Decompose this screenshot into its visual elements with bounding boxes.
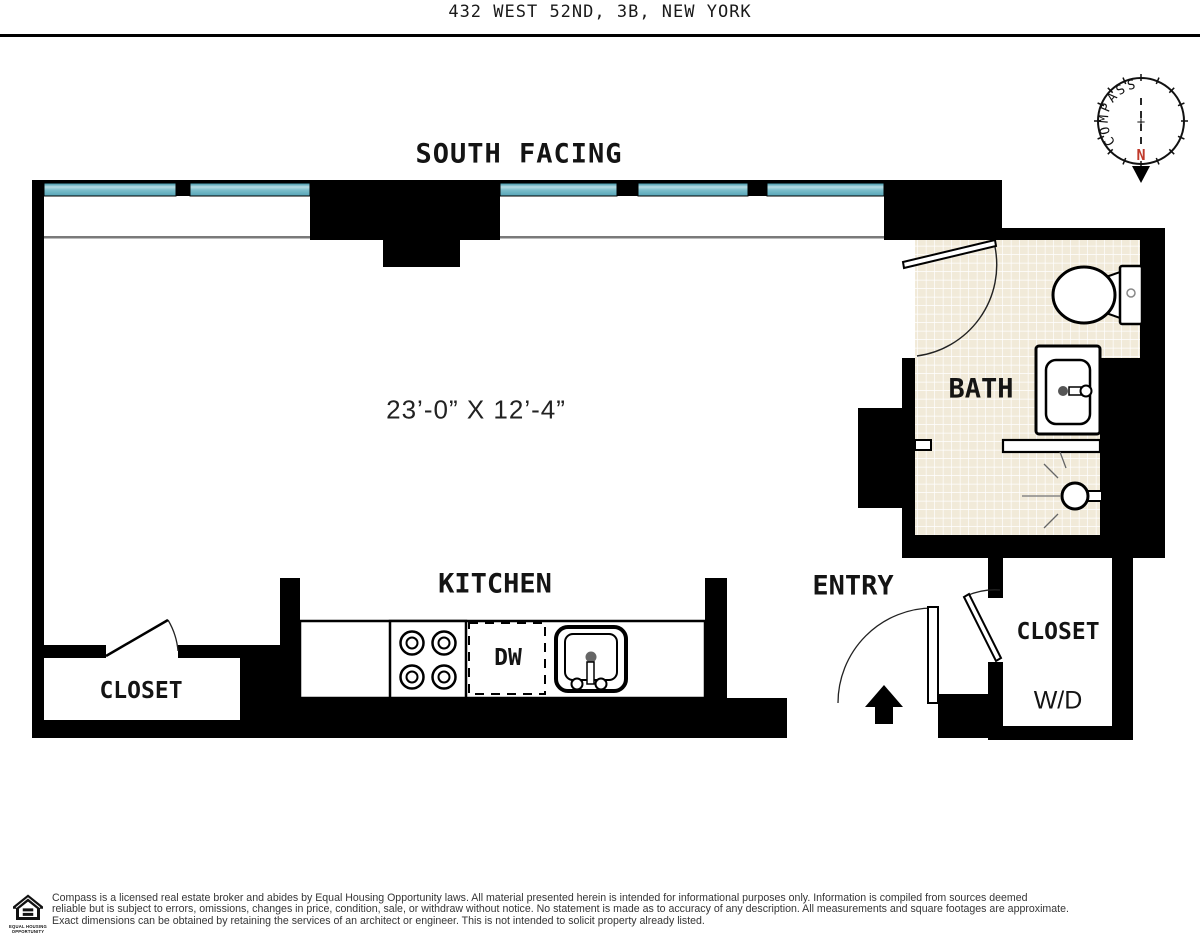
closet-door-left bbox=[106, 620, 178, 656]
kitchen-sink bbox=[556, 627, 626, 691]
closet-right-label: CLOSET bbox=[1016, 619, 1100, 645]
stove bbox=[390, 621, 466, 698]
toilet bbox=[1053, 266, 1142, 324]
disclaimer-line: Exact dimensions can be obtained by retaining the services of an architect or engineer. This is not intended to solicit property already listed. bbox=[52, 914, 705, 927]
window bbox=[44, 183, 176, 196]
washer-dryer-label: W/D bbox=[1033, 686, 1083, 715]
dishwasher-label: DW bbox=[494, 645, 522, 671]
shower-head bbox=[1062, 483, 1088, 509]
window bbox=[638, 183, 748, 196]
logo-caption-line: OPPORTUNITY bbox=[11, 929, 45, 934]
disclaimer-line: reliable but is subject to errors, omissions, changes in price, condition, sale, or withdraw without notice. No statement is made as to accuracy of any description. All measurements and square footages are approximate. bbox=[52, 903, 1069, 916]
page-title: 432 WEST 52ND, 3B, NEW YORK bbox=[448, 2, 752, 22]
orientation-label: SOUTH FACING bbox=[415, 138, 623, 170]
room-dimensions-label: 23’-0” X 12’-4” bbox=[386, 394, 566, 425]
window bbox=[500, 183, 617, 196]
logo-caption-line: EQUAL HOUSING bbox=[9, 924, 47, 929]
structural-column bbox=[310, 180, 500, 240]
compass-arrow-icon bbox=[1132, 166, 1150, 183]
equal-housing-logo-icon bbox=[8, 893, 48, 923]
kitchen-label: KITCHEN bbox=[438, 568, 552, 600]
bath-label: BATH bbox=[948, 373, 1014, 405]
compass-plus: + bbox=[1136, 114, 1146, 131]
bath-sink bbox=[1036, 346, 1100, 434]
closet-door-right bbox=[964, 590, 1001, 661]
compass-label: COMPASS bbox=[1096, 76, 1140, 149]
equal-housing-logo-caption bbox=[5, 924, 51, 934]
window bbox=[767, 183, 884, 196]
disclaimer bbox=[52, 893, 1182, 927]
closet-left-label: CLOSET bbox=[99, 678, 183, 704]
compass-north-label: N bbox=[1136, 146, 1146, 164]
entry-door bbox=[838, 607, 938, 703]
compass bbox=[1094, 74, 1188, 183]
kitchen-pillar-right bbox=[705, 578, 727, 700]
entry-arrow bbox=[865, 685, 903, 724]
entry-label: ENTRY bbox=[812, 570, 894, 602]
disclaimer-line: Compass is a licensed real estate broker and abides by Equal Housing Opportunity laws. All material presented herein is intended for informational purposes only. Information is compiled from sources deemed bbox=[52, 892, 1028, 904]
window bbox=[190, 183, 310, 196]
